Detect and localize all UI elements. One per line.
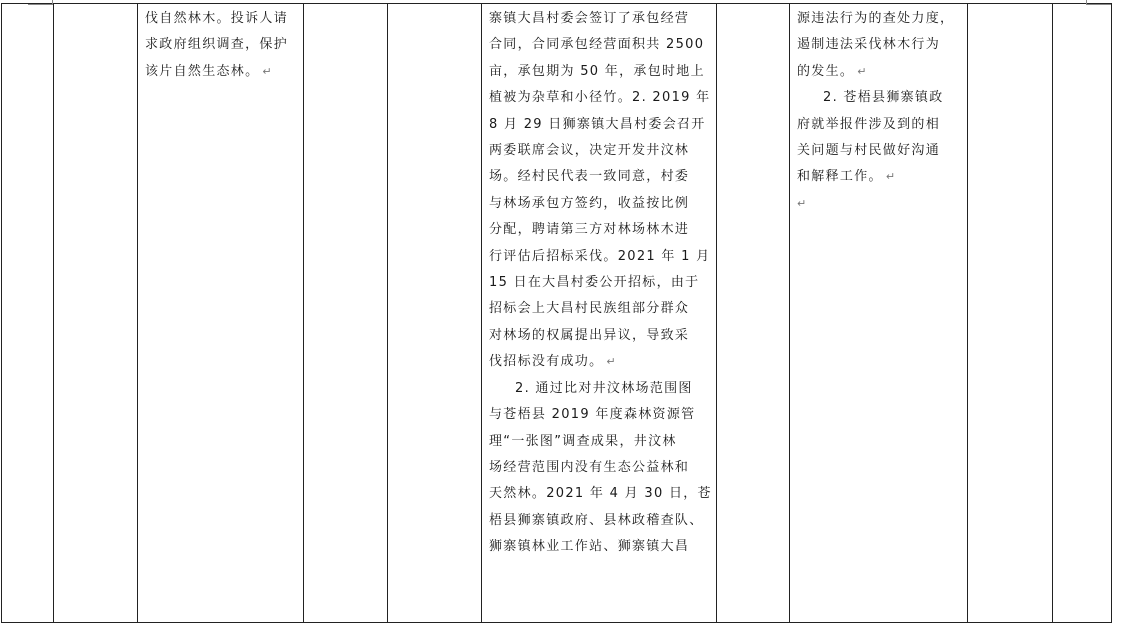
text-line: 对林场的权属提出异议，导致采 <box>489 327 690 343</box>
text-line: 理“一张图”调查成果，井汶林 <box>489 433 677 449</box>
paragraph-mark: ↵ <box>885 170 896 184</box>
text-line: 该片自然生态林。 ↵ <box>145 63 272 79</box>
text-line: 2. 苍梧县狮寨镇政 <box>823 90 944 106</box>
table-column-divider <box>967 3 968 623</box>
text-line: 狮寨镇林业工作站、狮寨镇大昌 <box>489 539 690 555</box>
table-top-border <box>1 3 1112 4</box>
text-line: 天然林。2021 年 4 月 30 日，苍 <box>489 486 712 502</box>
text-line: 行评估后招标采伐。2021 年 1 月 <box>489 248 711 264</box>
text-line: 和解释工作。 ↵ <box>797 169 896 185</box>
text-line: 关问题与村民做好沟通 <box>797 143 941 159</box>
text-line: 源违法行为的查处力度， <box>797 11 955 26</box>
table-column-divider <box>53 3 54 623</box>
text-line: 寨镇大昌村委会签订了承包经营 <box>489 11 690 26</box>
text-line: 伐招标没有成功。 ↵ <box>489 354 616 370</box>
table-column-divider <box>716 3 717 623</box>
table-column-divider <box>1052 3 1053 623</box>
complaint-content-cell <box>145 6 288 85</box>
margin-corner-mark <box>1086 0 1111 5</box>
text-line: 植被为杂草和小径竹。2. 2019 年 <box>489 90 711 106</box>
text-line: 合同，合同承包经营面积共 2500 <box>489 37 705 53</box>
text-line: 求政府组织调查，保护 <box>145 37 289 53</box>
text-line: 的发生。 ↵ <box>797 63 867 79</box>
investigation-details-cell <box>489 6 712 561</box>
text-line: 梧县狮寨镇政府、县林政稽查队、 <box>489 512 704 528</box>
table-column-divider <box>387 3 388 623</box>
margin-corner-mark <box>28 0 53 5</box>
table-right-border <box>1111 3 1112 623</box>
table-column-divider <box>303 3 304 623</box>
table-column-divider <box>789 3 790 623</box>
text-line: 与苍梧县 2019 年度森林资源管 <box>489 407 696 423</box>
table-bottom-border <box>1 622 1112 623</box>
table-left-border <box>1 3 2 623</box>
text-line <box>797 191 954 217</box>
text-line: 8 月 29 日狮寨镇大昌村委会召开 <box>489 116 706 132</box>
text-line: 15 日在大昌村委公开招标，由于 <box>489 275 700 291</box>
text-line: 分配，聘请第三方对林场林木进 <box>489 222 690 238</box>
text-line: 府就举报件涉及到的相 <box>797 116 941 132</box>
text-line: 场。经村民代表一致同意，村委 <box>489 169 690 185</box>
table-column-divider <box>137 3 138 623</box>
handling-measures-cell <box>797 6 954 217</box>
text-line: 伐自然林木。投诉人请 <box>145 11 289 26</box>
text-line: 招标会上大昌村民族组部分群众 <box>489 301 690 317</box>
text-line: 两委联席会议，决定开发井汶林 <box>489 143 690 159</box>
paragraph-mark: ↵ <box>857 64 867 78</box>
text-line: 2. 通过比对井汶林场范围图 <box>515 380 693 396</box>
text-line: 遏制违法采伐林木行为 <box>797 37 941 53</box>
text-line: 场经营范围内没有生态公益林和 <box>489 459 690 475</box>
text-line: 亩，承包期为 50 年，承包时地上 <box>489 63 705 79</box>
paragraph-mark: ↵ <box>262 64 272 78</box>
table-column-divider <box>481 3 482 623</box>
text-line: 与林场承包方签约，收益按比例 <box>489 195 690 211</box>
paragraph-mark: ↵ <box>797 196 807 210</box>
paragraph-mark: ↵ <box>606 355 616 369</box>
